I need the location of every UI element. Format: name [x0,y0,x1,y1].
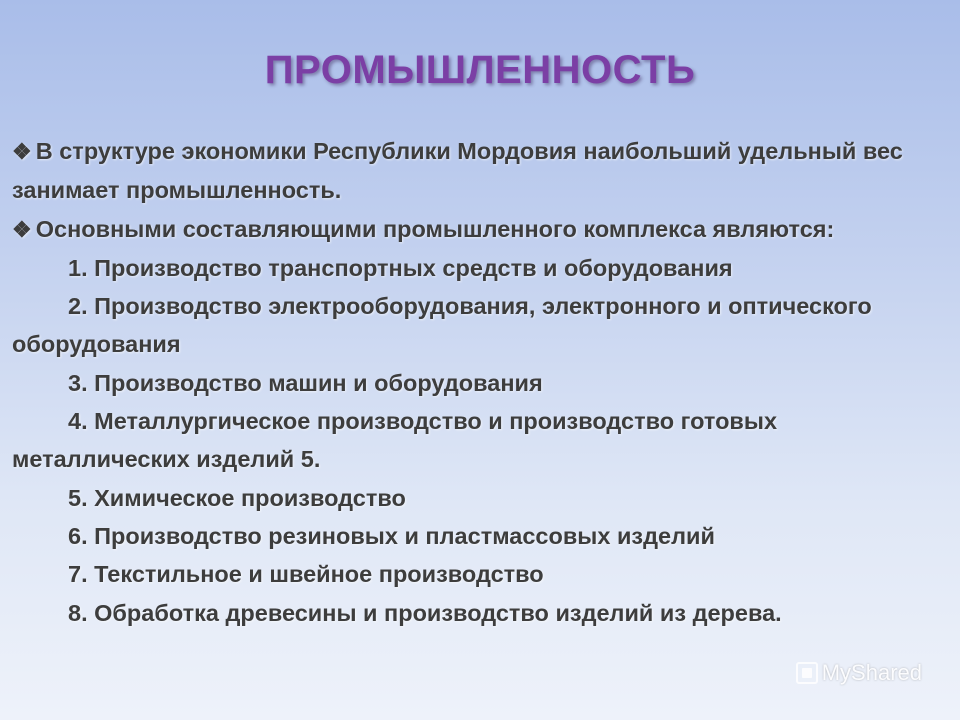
diamond-bullet-icon: ❖ [12,216,32,242]
bullet-1-text: В структуре экономики Республики Мордовия наибольший удельный вес занимает промышленность. [12,138,903,204]
bullet-2-text: Основными составляющими промышленного комплекса являются: [35,215,835,242]
bullet-1 [12,132,950,210]
bullet-2 [12,210,950,249]
list-item-6: 6. Производство резиновых и пластмассовых изделий [68,522,715,549]
list-item-3: 3. Производство машин и оборудования [68,369,543,396]
list-item-8: 8. Обработка древесины и производство изделий из дерева. [68,599,782,626]
watermark-logo [796,660,922,686]
slide-title: ПРОМЫШЛЕННОСТЬ [264,48,696,92]
list-item-4: 4. Металлургическое производство и производство готовых металлических изделий 5. [12,408,778,473]
diamond-bullet-icon: ❖ [12,139,32,164]
watermark-text: MyShared [821,660,922,685]
myshared-logo-icon [796,662,818,684]
list-item-1: 1. Производство транспортных средств и оборудования [68,254,733,281]
list-item-2: 2. Производство электрооборудования, электронного и оптического оборудования [12,293,872,358]
list-item-5: 5. Химическое производство [68,484,406,511]
slide-body [12,132,950,632]
list-item-7: 7. Текстильное и швейное производство [68,561,544,588]
